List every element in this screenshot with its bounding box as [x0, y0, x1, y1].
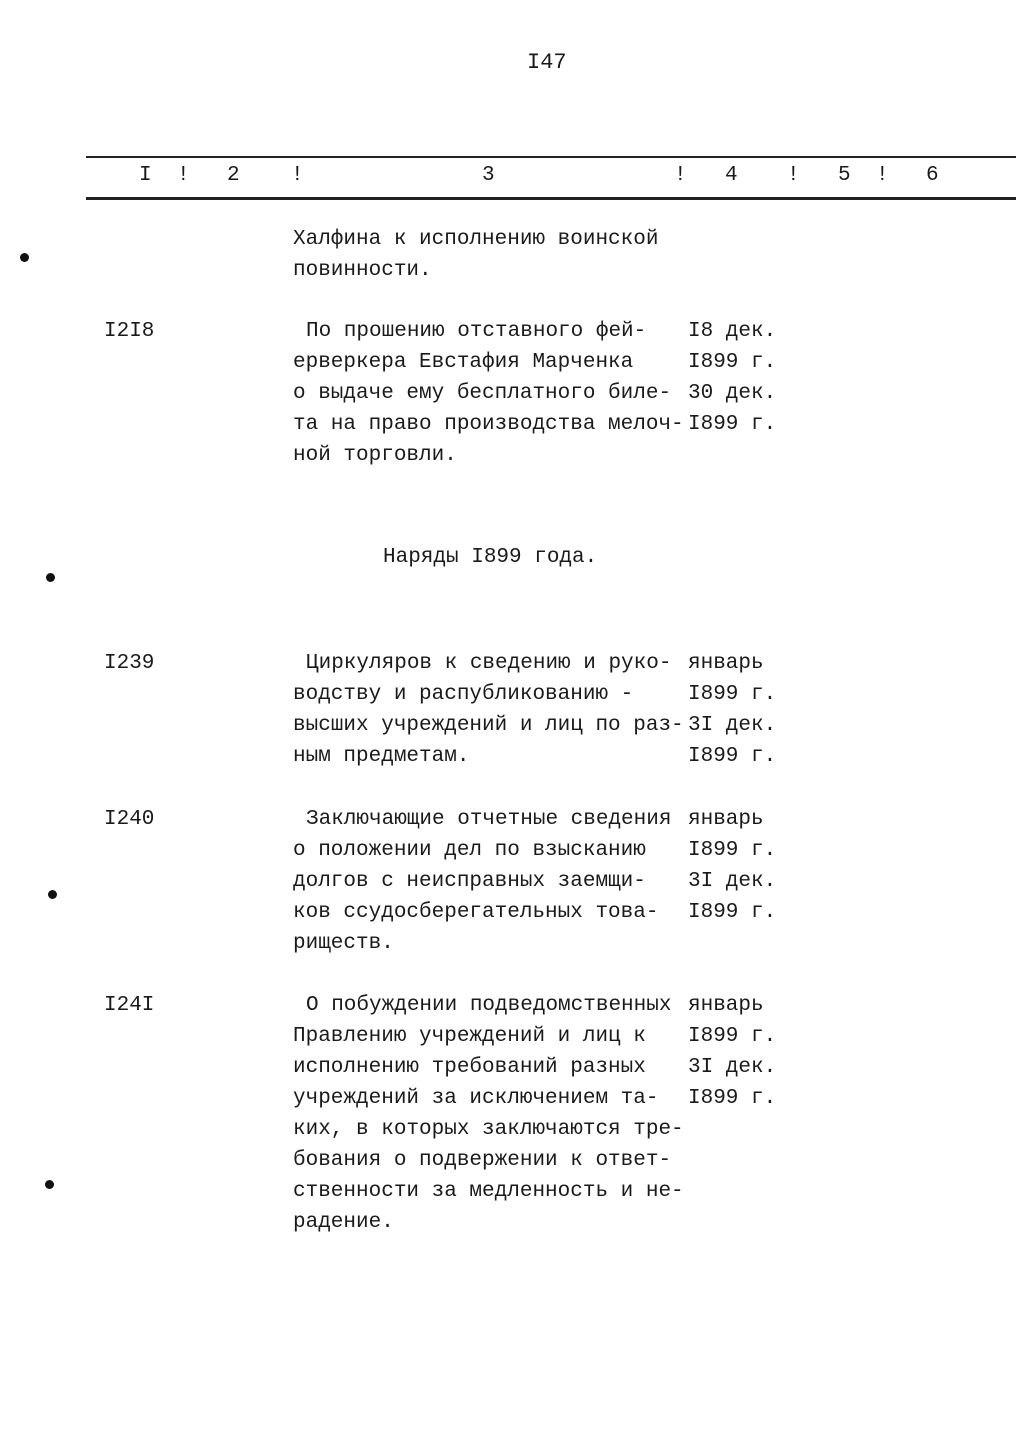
register-entry: [0, 804, 1024, 959]
entry-line: [0, 316, 1024, 347]
entry-date: I8 дек.: [688, 320, 777, 343]
entry-text-line: о выдаче ему бесплатного биле-: [293, 382, 672, 405]
entry-number: I24I: [104, 994, 155, 1017]
entry-text-line: водству и распубликованию -: [293, 683, 634, 706]
entry-text-line: ственности за медленность и не-: [293, 1180, 684, 1203]
header-separator: !: [787, 164, 800, 187]
entry-date: I899 г.: [688, 351, 777, 374]
header-col-2: 2: [227, 164, 240, 187]
entry-line: [0, 1083, 1024, 1114]
entry-line: [0, 347, 1024, 378]
entry-line: [0, 409, 1024, 440]
entry-date: 30 дек.: [688, 382, 777, 405]
entry-line: [0, 1176, 1024, 1207]
header-separator: !: [674, 164, 687, 187]
header-col-3: 3: [482, 164, 495, 187]
punch-hole-mark: [20, 253, 29, 262]
entry-text-line: высших учреждений и лиц по раз-: [293, 714, 684, 737]
page-number: I47: [527, 50, 567, 75]
entry-line: [0, 440, 1024, 471]
entry-text-line: радение.: [293, 1211, 394, 1234]
entry-text-line: О побуждении подведомственных: [306, 994, 672, 1017]
entry-text-line: Заключающие отчетные сведения: [306, 808, 672, 831]
entry-date: I899 г.: [688, 839, 777, 862]
entry-text-line: Правлению учреждений и лиц к: [293, 1025, 646, 1048]
entry-date: 3I дек.: [688, 1056, 777, 1079]
entry-text-line: повинности.: [293, 259, 432, 282]
entry-date: I899 г.: [688, 413, 777, 436]
punch-hole-mark: [45, 1180, 54, 1189]
entry-line: [0, 928, 1024, 959]
entry-line: [0, 1145, 1024, 1176]
entry-date: I899 г.: [688, 1087, 777, 1110]
entry-line: [0, 378, 1024, 409]
register-entry: [0, 648, 1024, 772]
entry-text-line: риществ.: [293, 932, 394, 955]
entry-text-line: та на право производства мелоч-: [293, 413, 684, 436]
entry-date: I899 г.: [688, 683, 777, 706]
entry-text-line: ков ссудосберегательных това-: [293, 901, 659, 924]
punch-hole-mark: [48, 890, 57, 899]
entry-line: [0, 648, 1024, 679]
table-header-top-rule: [86, 156, 1016, 158]
table-header-bottom-rule: [86, 197, 1016, 200]
entry-date: январь: [688, 652, 764, 675]
entry-line: [0, 710, 1024, 741]
entry-number: I2I8: [104, 320, 155, 343]
entry-text-line: долгов с неисправных заемщи-: [293, 870, 646, 893]
entry-date: I899 г.: [688, 745, 777, 768]
header-separator: !: [876, 164, 889, 187]
entry-line: [0, 1207, 1024, 1238]
header-col-5: 5: [838, 164, 851, 187]
header-separator: !: [177, 164, 190, 187]
entry-text-line: ерверкера Евстафия Марченка: [293, 351, 634, 374]
register-entry: [0, 990, 1024, 1238]
entry-text-line: Халфина к исполнению воинской: [293, 228, 659, 251]
entry-date: I899 г.: [688, 901, 777, 924]
entry-date: I899 г.: [688, 1025, 777, 1048]
entry-line: [0, 866, 1024, 897]
header-col-6: 6: [926, 164, 939, 187]
entry-date: январь: [688, 994, 764, 1017]
entry-text-line: бования о подвержении к ответ-: [293, 1149, 672, 1172]
entry-line: [0, 897, 1024, 928]
entry-text-line: По прошению отставного фей-: [306, 320, 647, 343]
entry-text-line: исполнению требований разных: [293, 1056, 646, 1079]
entry-line: [0, 835, 1024, 866]
entry-line: [0, 741, 1024, 772]
header-separator: !: [291, 164, 304, 187]
entry-number: I239: [104, 652, 155, 675]
section-heading: Наряды I899 года.: [383, 546, 598, 569]
header-col-1: I: [139, 164, 152, 187]
register-entry: [0, 316, 1024, 471]
header-col-4: 4: [725, 164, 738, 187]
entry-line: [0, 1114, 1024, 1145]
entry-text-line: ких, в которых заключаются тре-: [293, 1118, 684, 1141]
entry-line: [0, 804, 1024, 835]
entry-text-line: о положении дел по взысканию: [293, 839, 646, 862]
entry-date: январь: [688, 808, 764, 831]
entry-text-line: учреждений за исключением та-: [293, 1087, 659, 1110]
entry-number: I240: [104, 808, 155, 831]
continuation-entry: [0, 224, 1024, 286]
entry-date: 3I дек.: [688, 870, 777, 893]
punch-hole-mark: [46, 573, 55, 582]
entry-line: [0, 990, 1024, 1021]
entry-line: [0, 1052, 1024, 1083]
entry-text-line: ной торговли.: [293, 444, 457, 467]
entry-text-line: Циркуляров к сведению и руко-: [306, 652, 672, 675]
entry-text-line: ным предметам.: [293, 745, 470, 768]
entry-date: 3I дек.: [688, 714, 777, 737]
entry-line: [0, 679, 1024, 710]
entry-line: [0, 1021, 1024, 1052]
